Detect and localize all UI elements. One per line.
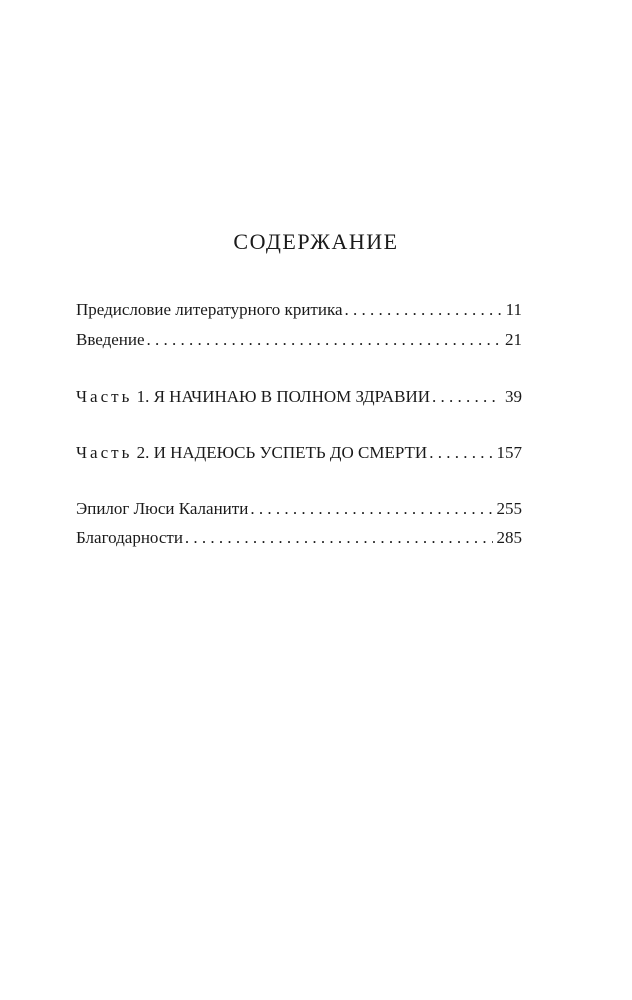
toc-entry-part-1[interactable] bbox=[76, 385, 522, 409]
toc-entry-label bbox=[76, 385, 430, 409]
page-title: СОДЕРЖАНИЕ bbox=[233, 229, 399, 254]
toc-part-title: 2. И НАДЕЮСЬ УСПЕТЬ ДО СМЕРТИ bbox=[132, 443, 428, 462]
toc-part-prefix: Часть bbox=[76, 443, 133, 462]
toc-dot-leader bbox=[345, 298, 502, 322]
toc-page-number: 39 bbox=[505, 387, 522, 406]
toc-entry-label: Эпилог Люси Каланити bbox=[76, 499, 249, 518]
toc-entry-foreword[interactable] bbox=[76, 298, 522, 322]
toc-entry-label: Введение bbox=[76, 330, 145, 349]
toc-entry-label bbox=[76, 441, 427, 465]
toc-dot-leader bbox=[250, 497, 492, 521]
toc-page-number: 285 bbox=[496, 528, 522, 547]
toc-entry-epilogue[interactable] bbox=[76, 497, 522, 521]
toc-page-number: 11 bbox=[505, 300, 522, 319]
toc-dot-leader bbox=[429, 441, 492, 465]
toc-entry-part-2[interactable] bbox=[76, 441, 522, 465]
toc-part-prefix: Часть bbox=[76, 387, 133, 406]
toc-entry-acknowledgments[interactable] bbox=[76, 526, 522, 550]
toc-entry-label: Предисловие литературного критика bbox=[76, 300, 343, 319]
toc-dot-leader bbox=[432, 385, 501, 409]
toc-entry-introduction[interactable] bbox=[76, 328, 522, 352]
toc-dot-leader bbox=[185, 526, 493, 550]
toc-entry-label: Благодарности bbox=[76, 528, 183, 547]
toc-part-title: 1. Я НАЧИНАЮ В ПОЛНОМ ЗДРАВИИ bbox=[132, 387, 431, 406]
toc-page-number: 255 bbox=[496, 499, 522, 518]
toc-page-number: 21 bbox=[505, 330, 522, 349]
toc-dot-leader bbox=[147, 328, 501, 352]
toc-page-number: 157 bbox=[496, 443, 522, 462]
